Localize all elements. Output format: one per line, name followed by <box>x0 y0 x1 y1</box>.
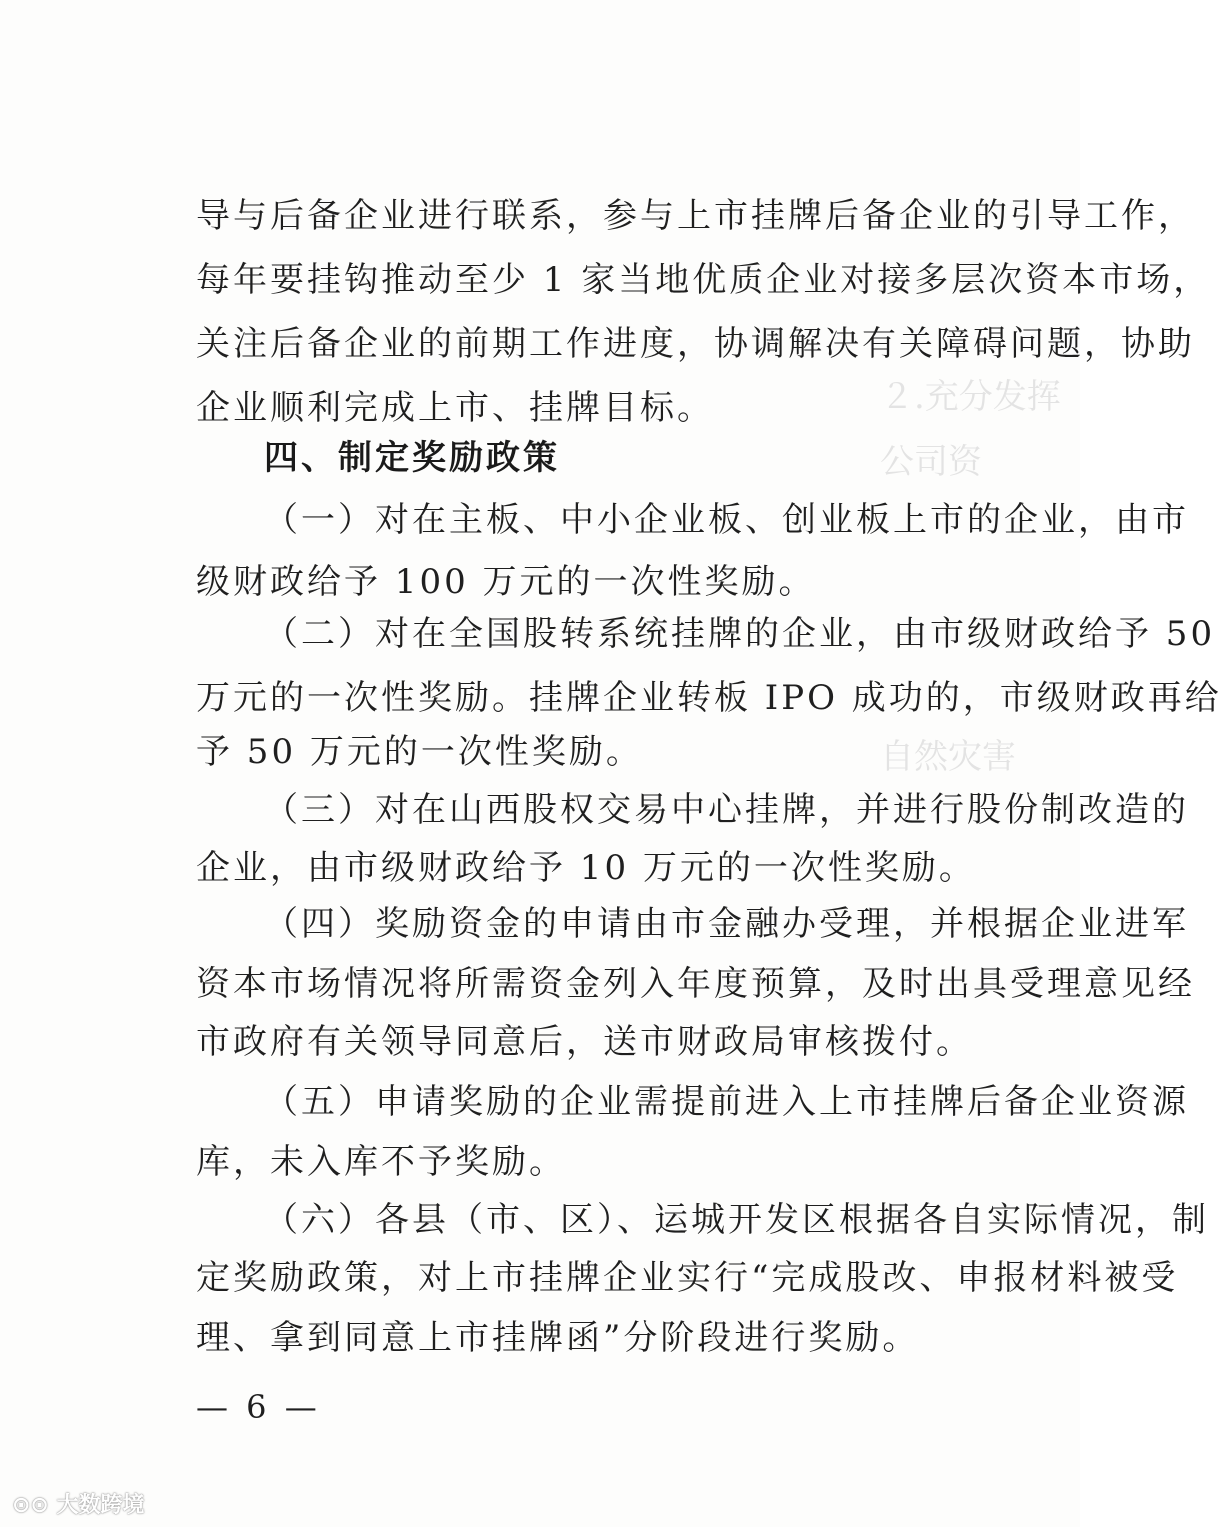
item-line: 企业，由市级财政给予 10 万元的一次性奖励。 <box>196 848 976 888</box>
show-through-text: 公司资 <box>880 442 982 482</box>
item-line: （六）各县（市、区）、运城开发区根据各自实际情况，制 <box>264 1200 1209 1240</box>
paragraph-line: 关注后备企业的前期工作进度，协调解决有关障碍问题，协助 <box>196 324 1195 364</box>
watermark-logo <box>12 1488 145 1519</box>
show-through-text: 自然灾害 <box>880 737 1016 777</box>
item-line: （五）申请奖励的企业需提前进入上市挂牌后备企业资源 <box>264 1082 1189 1122</box>
item-line: （二）对在全国股转系统挂牌的企业，由市级财政给予 50 <box>264 614 1216 654</box>
paragraph-line: 每年要挂钩推动至少 1 家当地优质企业对接多层次资本市场， <box>196 260 1211 300</box>
item-line: 予 50 万元的一次性奖励。 <box>196 732 643 772</box>
item-line: 库，未入库不予奖励。 <box>196 1142 566 1182</box>
item-line: 市政府有关领导同意后，送市财政局审核拨付。 <box>196 1022 973 1062</box>
item-line: 定奖励政策，对上市挂牌企业实行“完成股改、申报材料被受 <box>196 1258 1179 1298</box>
watermark-icon: ⊙⊙ <box>12 1493 57 1518</box>
watermark-text: 大数跨境 <box>56 1493 145 1518</box>
page-number: — 6 — <box>196 1388 321 1426</box>
paragraph-line: 导与后备企业进行联系，参与上市挂牌后备企业的引导工作， <box>196 196 1195 236</box>
paragraph-line: 企业顺利完成上市、挂牌目标。 <box>196 388 714 428</box>
item-line: （三）对在山西股权交易中心挂牌，并进行股份制改造的 <box>264 790 1189 830</box>
item-line: 级财政给予 100 万元的一次性奖励。 <box>196 562 816 602</box>
section-heading: 四、制定奖励政策 <box>264 438 560 478</box>
item-line: 理、拿到同意上市挂牌函”分阶段进行奖励。 <box>196 1318 920 1358</box>
item-line: （四）奖励资金的申请由市金融办受理，并根据企业进军 <box>264 904 1189 944</box>
item-line: 万元的一次性奖励。挂牌企业转板 IPO 成功的，市级财政再给 <box>196 678 1222 718</box>
item-line: （一）对在主板、中小企业板、创业板上市的企业，由市 <box>264 500 1189 540</box>
show-through-text: ２.充分发挥 <box>880 377 1061 417</box>
item-line: 资本市场情况将所需资金列入年度预算，及时出具受理意见经 <box>196 964 1195 1004</box>
